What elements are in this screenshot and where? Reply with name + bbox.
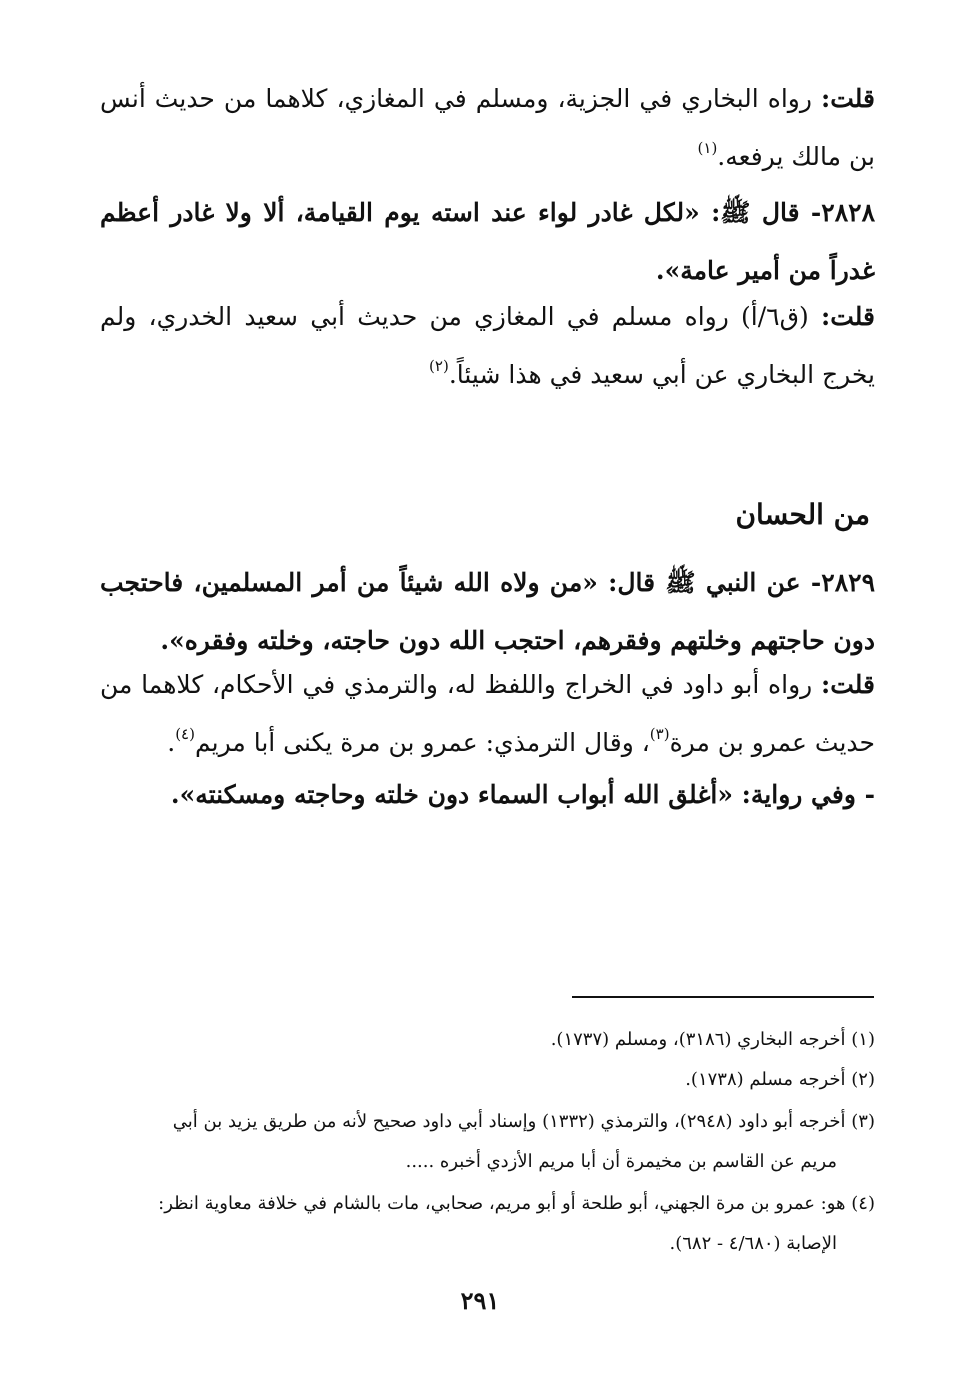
qultu-label: قلت: xyxy=(820,84,875,113)
footnote-ref: (٤) xyxy=(175,725,195,743)
footnote-4 xyxy=(100,1184,875,1264)
paragraph-3 xyxy=(100,288,875,404)
footnote-divider xyxy=(572,996,874,998)
footnote-text: (١) أخرجه البخاري (٣١٨٦)، ومسلم (١٧٣٧). xyxy=(550,1029,875,1050)
footnote-1 xyxy=(100,1020,875,1060)
page-number: ٢٩١ xyxy=(460,1286,500,1315)
footnote-text: (٢) أخرجه مسلم (١٧٣٨). xyxy=(685,1069,875,1090)
hadith-number: ٢٨٢٩- xyxy=(810,568,875,597)
section-heading: من الحسان xyxy=(735,498,870,531)
hadith-2828 xyxy=(100,184,875,300)
footnote-text: (٤) هو: عمرو بن مرة الجهني، أبو طلحة أو أبو مريم، صحابي، مات بالشام في خلافة معاوية انظر: xyxy=(158,1193,875,1214)
paragraph-text: . xyxy=(167,728,176,757)
footnote-continuation: مريم عن القاسم بن مخيمرة أن أبا مريم الأزدي أخبره ..... xyxy=(405,1151,837,1172)
paragraph-text: ، وقال الترمذي: عمرو بن مرة يكنى أبا مريم xyxy=(194,728,650,757)
footnote-2 xyxy=(100,1060,875,1100)
hadith-2829 xyxy=(100,554,875,670)
footnote-ref: (٣) xyxy=(649,725,670,743)
footnote-3 xyxy=(100,1102,875,1182)
footnote-ref: (٢) xyxy=(429,357,449,375)
footnote-ref: (١) xyxy=(697,139,718,157)
footnote-text: (٣) أخرجه أبو داود (٢٩٤٨)، والترمذي (١٣٣٢) وإسناد أبي داود صحيح لأنه من طريق يزيد بن أبي xyxy=(172,1111,875,1132)
paragraph-text: (ق٦/أ) رواه مسلم في المغازي من حديث أبي سعيد الخدري، ولم يخرج البخاري عن أبي سعيد في هذا شيئاً. xyxy=(100,302,875,389)
hadith-number: ٢٨٢٨- xyxy=(810,198,875,227)
footnote-continuation: الإصابة (٤/٦٨٠ - ٦٨٢). xyxy=(669,1233,837,1254)
paragraph-text: رواه أبو داود في الخراج واللفظ له، والترمذي في الأحكام، كلاهما من حديث عمرو بن مرة xyxy=(100,670,875,757)
paragraph-1 xyxy=(100,70,875,186)
qultu-label: قلت: xyxy=(820,670,875,699)
paragraph-text: رواه البخاري في الجزية، ومسلم في المغازي، كلاهما من حديث أنس بن مالك يرفعه. xyxy=(100,84,875,171)
hadith-text: عن النبي ﷺ قال: «من ولاه الله شيئاً من أمر المسلمين، فاحتجب دون حاجتهم وخلتهم وفقرهم، احتجب الله دون حاجته، وخلته وفقره». xyxy=(100,568,875,655)
hadith-text: قال ﷺ: «لكل غادر لواء عند استه يوم القيامة، ألا ولا غادر أعظم غدراً من أمير عامة». xyxy=(100,198,875,285)
paragraph-5 xyxy=(100,656,875,772)
qultu-label: قلت: xyxy=(820,302,875,331)
riwaya-line xyxy=(100,766,875,824)
riwaya-text: - وفي رواية: «أغلق الله أبواب السماء دون خلته وحاجته ومسكنته». xyxy=(170,780,875,809)
